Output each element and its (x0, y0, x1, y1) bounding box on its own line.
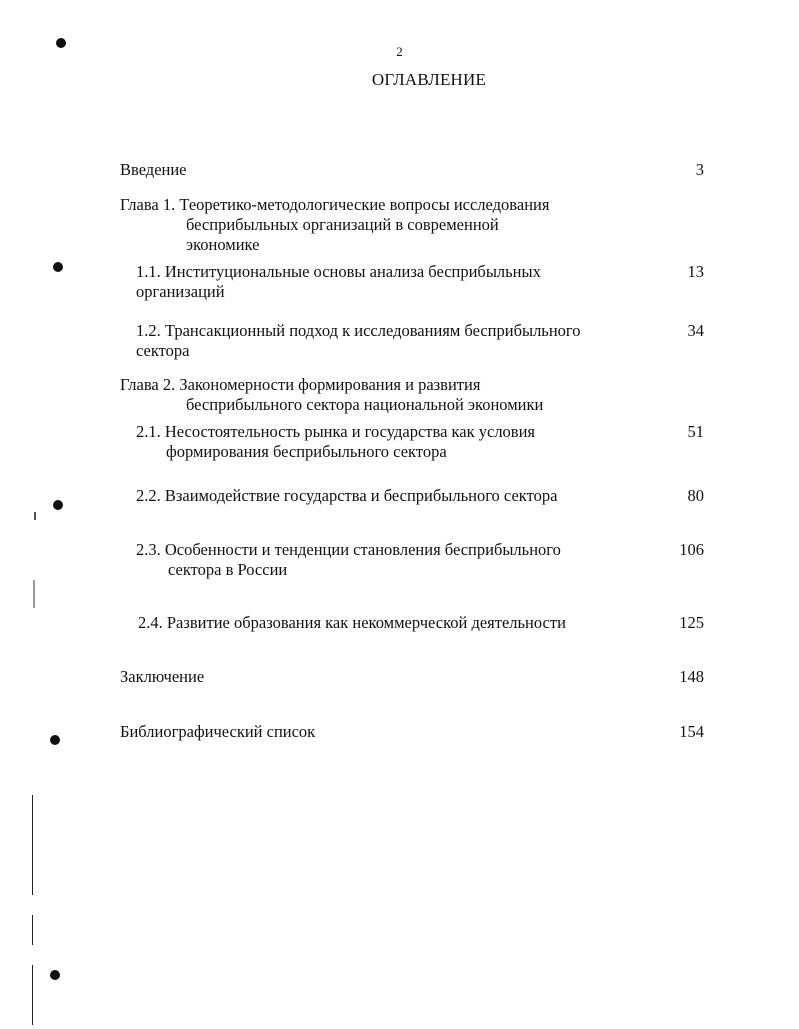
toc-entry-page: 148 (679, 667, 704, 686)
punch-hole-mark (50, 970, 60, 980)
toc-entry-bibliography[interactable] (120, 722, 704, 744)
toc-entry-line: экономике (186, 235, 260, 254)
toc-entry-line: 1.1. Институциональные основы анализа бесприбыльных (136, 262, 541, 281)
toc-entry-line: Библиографический список (120, 722, 316, 741)
toc-entry-title (136, 422, 535, 462)
toc-entry-line: 2.1. Несостоятельность рынка и государства как условия (136, 422, 536, 441)
toc-entry-line: Заключение (120, 667, 205, 686)
scan-line (32, 795, 33, 895)
scan-line (32, 965, 33, 1025)
toc-entry-intro[interactable] (120, 160, 704, 182)
toc-entry-line: Введение (120, 160, 187, 179)
toc-entry-title (120, 667, 204, 687)
toc-entry-page: 13 (687, 262, 704, 281)
toc-entry-line: бесприбыльных организаций в современной (186, 215, 499, 234)
toc-entry-page: 154 (679, 722, 704, 741)
scan-line (32, 915, 33, 945)
toc-entry-line: 2.3. Особенности и тенденции становления бесприбыльного (136, 540, 561, 559)
toc-entry-line: 1.2. Трансакционный подход к исследованиям бесприбыльного (136, 321, 581, 340)
toc-entry-page: 106 (679, 540, 704, 559)
toc-entry-section-2-3[interactable] (136, 540, 704, 582)
toc-entry-title (136, 321, 581, 361)
punch-hole-mark (53, 262, 63, 272)
toc-entry-line: бесприбыльного сектора национальной экономики (186, 395, 544, 414)
toc-entry-title (120, 375, 543, 415)
toc-entry-line: Глава 2. Закономерности формирования и развития (120, 375, 481, 394)
toc-entry-page: 34 (687, 321, 704, 340)
toc-entry-line: сектора (136, 341, 190, 360)
toc-entry-title (138, 613, 566, 633)
toc-entry-section-2-1[interactable] (136, 422, 704, 464)
toc-entry-line: формирования бесприбыльного сектора (166, 442, 447, 461)
toc-entry-title (120, 722, 315, 742)
toc-entry-conclusion[interactable] (120, 667, 704, 689)
toc-entry-page: 80 (687, 486, 704, 505)
page-title: ОГЛАВЛЕНИЕ (371, 70, 487, 89)
toc-entry-chapter-2[interactable] (120, 375, 704, 417)
toc-entry-line: организаций (136, 282, 225, 301)
toc-entry-section-2-4[interactable] (138, 613, 704, 635)
page-number: 2 (396, 44, 403, 59)
toc-entry-page: 51 (687, 422, 704, 441)
scan-mark (34, 512, 36, 520)
toc-entry-line: 2.2. Взаимодействие государства и бесприбыльного сектора (136, 486, 558, 505)
toc-entry-line: 2.4. Развитие образования как некоммерческой деятельности (138, 613, 566, 632)
toc-entry-title (136, 486, 557, 506)
toc-entry-title (136, 540, 561, 580)
toc-entry-title (120, 160, 187, 180)
toc-entry-page: 125 (679, 613, 704, 632)
toc-entry-section-2-2[interactable] (136, 486, 704, 508)
toc-entry-section-1-1[interactable] (136, 262, 704, 304)
toc-entry-line: Глава 1. Теоретико-методологические вопросы исследования (120, 195, 550, 214)
toc-entry-title (136, 262, 541, 302)
toc-entry-page: 3 (695, 160, 704, 179)
punch-hole-mark (50, 735, 60, 745)
scan-mark (33, 580, 35, 608)
toc-entry-title (120, 195, 549, 255)
toc-entry-section-1-2[interactable] (136, 321, 704, 363)
punch-hole-mark (53, 500, 63, 510)
toc-entry-chapter-1[interactable] (120, 195, 704, 257)
toc-entry-line: сектора в России (168, 560, 288, 579)
